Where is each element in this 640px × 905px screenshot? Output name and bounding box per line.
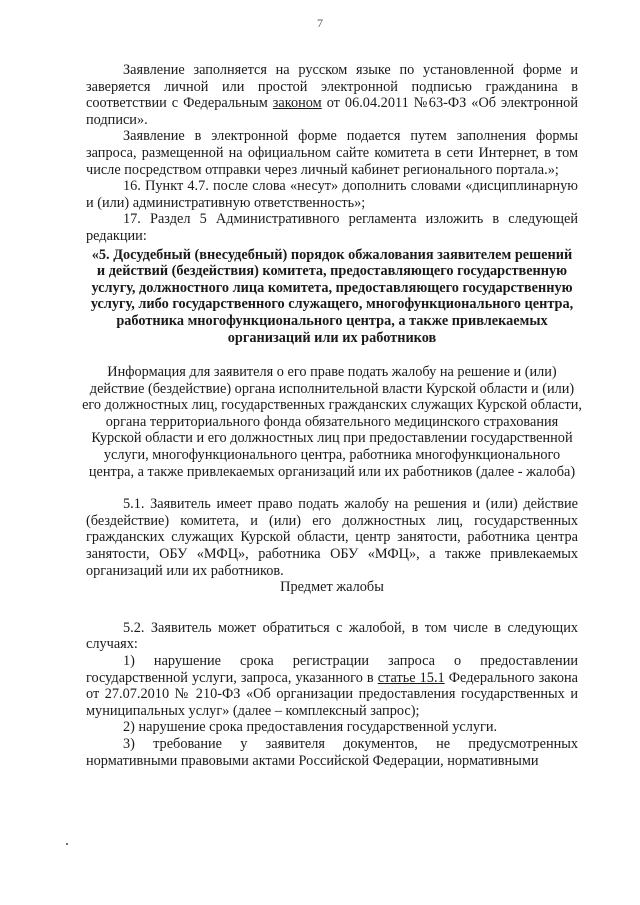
article-link[interactable]: статье 15.1 [377, 669, 445, 686]
law-link[interactable]: законом [272, 95, 322, 112]
list-item-text: Федерального закона от 27.07.2010 № 210-ФЗ «Об организации предоставления государственных и муниципальных услуг» (далее – комплексный запрос); [86, 669, 578, 719]
page-number: 7 [317, 16, 323, 30]
scan-speck [66, 843, 68, 845]
paragraph-text: Заявление заполняется на русском языке по установленной форме и заверяется личной или простой электронной подписью гражданина в соответствии с Федеральным [86, 62, 578, 112]
paragraph-5-2: 5.2. Заявитель может обратиться с жалобой, в том числе в следующих случаях: [86, 619, 578, 653]
list-item-2: 2) нарушение срока предоставления государственной услуги. [123, 719, 498, 736]
paragraph-item-16: 16. Пункт 4.7. после слова «несут» дополнить словами «дисциплинарную и (или) административную ответственность»; [86, 178, 578, 211]
subject-heading: Предмет жалобы [280, 579, 384, 596]
paragraph-electronic-form: Заявление в электронной форме подается путем заполнения формы запроса, размещенной на официальном сайте комитета в сети Интернет, в том числе посредством отправки через личный кабинет регионального портала.»; [86, 128, 578, 178]
document-body [82, 62, 582, 769]
section-title: «5. Досудебный (внесудебный) порядок обжалования заявителем решений и действий (бездействия) комитета, предоставляющего государственную услугу, должностного лица комитета, предоставляющего государственную услугу, либо государственного служащего, многофункционального центра, работника многофункционального центра, а также привлекаемых организаций или их работников [90, 246, 574, 346]
paragraph-signature [86, 62, 578, 128]
list-item-text: 1) нарушение срока регистрации запроса о предоставлении государственной услуги, запроса, указанного в [86, 653, 578, 686]
paragraph-text: от 06.04.2011 №63-ФЗ «Об электронной подписи». [86, 95, 578, 128]
paragraph-5-1: 5.1. Заявитель имеет право подать жалобу на решения и (или) действие (бездействие) комитета, и (или) его должностных лиц, государственных гражданских служащих Курской области, центр занятости, работника центра занятости, ОБУ «МФЦ», работника ОБУ «МФЦ», а также привлекаемых организаций или их работников. [86, 496, 578, 579]
list-item-3: 3) требование у заявителя документов, не предусмотренных нормативными правовыми актами Российской Федерации, нормативными [86, 735, 578, 769]
paragraph-item-17: 17. Раздел 5 Административного регламента изложить в следующей редакции: [86, 211, 578, 244]
info-heading: Информация для заявителя о его праве подать жалобу на решение и (или) действие (бездействие) органа исполнительной власти Курской области и (или) его должностных лиц, государственных гражданских служащих Курской области, органа территориального фонда обязательного медицинского страхования Курской области и его должностных лиц при предоставлении государственной услуги, многофункционального центра, работника многофункционального центра, а также привлекаемых организаций или их работников (далее - жалоба) [82, 364, 582, 480]
list-item-1 [86, 653, 578, 719]
